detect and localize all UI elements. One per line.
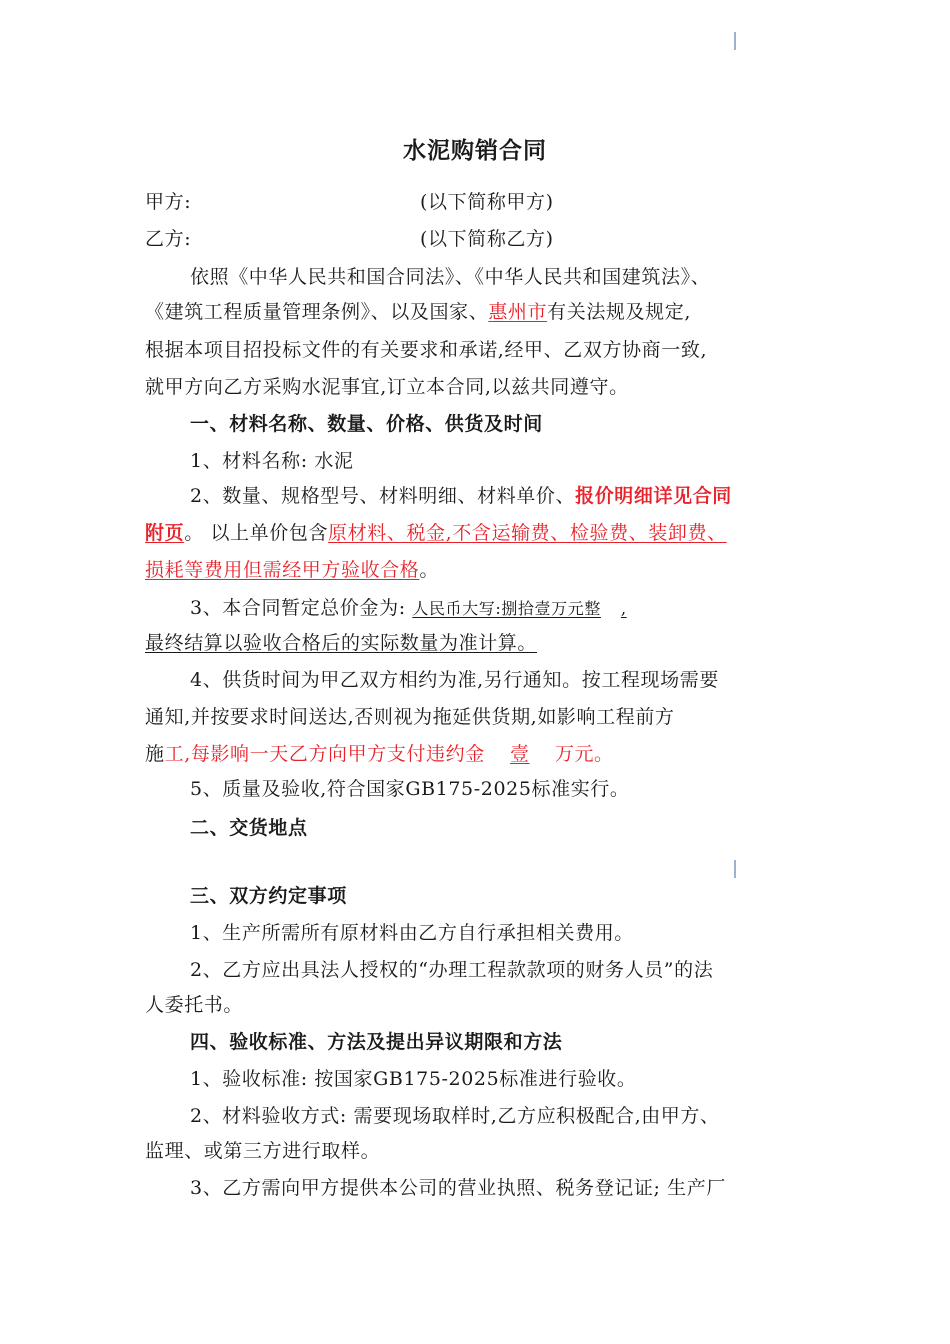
party-a-label: 甲方: bbox=[145, 191, 192, 213]
corner-mark-top bbox=[734, 32, 736, 50]
intro-line-1: 依照《中华人民共和国合同法》、《中华人民共和国建筑法》、 bbox=[190, 266, 711, 288]
s1-item-4-line-1: 4、供货时间为甲乙双方相约为准,另行通知。按工程现场需要 bbox=[190, 669, 719, 691]
s1-item-2-line-2 bbox=[145, 518, 727, 545]
party-a-line bbox=[145, 187, 191, 214]
s1-item-5: 5、质量及验收,符合国家GB175-2025标准实行。 bbox=[190, 778, 630, 800]
s1-item-2-line-1 bbox=[190, 481, 732, 508]
s1-item-4-line-3 bbox=[145, 739, 614, 766]
penalty-note: 工,每影响一天乙方向甲方支付违约金 bbox=[164, 743, 485, 765]
penalty-amount: 壹 bbox=[510, 743, 530, 765]
s3-item-2-line-2: 人委托书。 bbox=[145, 994, 244, 1016]
item-text: 2、数量、规格型号、材料明细、材料单价、 bbox=[190, 485, 576, 507]
section-1-heading: 一、材料名称、数量、价格、供货及时间 bbox=[190, 413, 543, 435]
item-text: 。 以上单价包含 bbox=[184, 522, 329, 544]
section-2-heading: 二、交货地点 bbox=[190, 817, 308, 839]
price-includes-note: 原材料、税金,不含运输费、检验费、装卸费、 bbox=[328, 522, 727, 544]
s1-item-1: 1、材料名称: 水泥 bbox=[190, 450, 354, 472]
s3-item-1: 1、生产所需所有原材料由乙方自行承担相关费用。 bbox=[190, 922, 634, 944]
intro-text: 有关法规及规定, bbox=[547, 301, 691, 323]
s4-item-2-line-1: 2、材料验收方式: 需要现场取样时,乙方应积极配合,由甲方、 bbox=[190, 1105, 720, 1127]
s1-item-4-line-2: 通知,并按要求时间送达,否则视为拖延供货期,如影响工程前方 bbox=[145, 706, 675, 728]
s1-item-3-line-2: 最终结算以验收合格后的实际数量为准计算。 bbox=[145, 632, 538, 654]
item-text: , bbox=[620, 599, 627, 618]
price-detail-note: 报价明细详见合同 bbox=[575, 485, 732, 507]
intro-line-2 bbox=[145, 297, 691, 324]
s1-item-3-line-1 bbox=[190, 593, 660, 620]
total-price-value: 人民币大写:捌拾壹万元整 bbox=[412, 599, 601, 618]
s3-item-2-line-1: 2、乙方应出具法人授权的“办理工程款款项的财务人员”的法 bbox=[190, 959, 714, 981]
penalty-unit: 万元。 bbox=[554, 743, 614, 765]
party-b-note: (以下简称乙方) bbox=[420, 228, 554, 250]
intro-line-4: 就甲方向乙方采购水泥事宜,订立本合同,以兹共同遵守。 bbox=[145, 376, 629, 398]
item-text: 3、本合同暂定总价金为: bbox=[190, 597, 406, 619]
corner-mark-middle bbox=[734, 860, 736, 878]
intro-line-3: 根据本项目招投标文件的有关要求和承诺,经甲、乙双方协商一致, bbox=[145, 339, 708, 361]
party-b-label: 乙方: bbox=[145, 228, 192, 250]
s4-item-3: 3、乙方需向甲方提供本公司的营业执照、税务登记证; 生产厂 bbox=[190, 1177, 726, 1199]
appendix-note: 附页 bbox=[145, 522, 185, 544]
party-a-note: (以下简称甲方) bbox=[420, 191, 554, 213]
total-price-fill bbox=[412, 596, 660, 619]
city-name: 惠州市 bbox=[488, 301, 548, 323]
document-title: 水泥购销合同 bbox=[403, 138, 547, 164]
intro-text: 《建筑工程质量管理条例》、以及国家、 bbox=[145, 301, 489, 323]
item-text: 。 bbox=[419, 559, 440, 581]
item-text: 施 bbox=[145, 743, 165, 765]
s4-item-1: 1、验收标准: 按国家GB175-2025标准进行验收。 bbox=[190, 1068, 637, 1090]
s4-item-2-line-2: 监理、或第三方进行取样。 bbox=[145, 1140, 381, 1162]
section-4-heading: 四、验收标准、方法及提出异议期限和方法 bbox=[190, 1031, 563, 1053]
price-includes-note-cont: 损耗等费用但需经甲方验收合格 bbox=[145, 559, 420, 581]
party-b-line bbox=[145, 224, 191, 251]
s1-item-2-line-3 bbox=[145, 555, 439, 582]
section-3-heading: 三、双方约定事项 bbox=[190, 885, 347, 907]
